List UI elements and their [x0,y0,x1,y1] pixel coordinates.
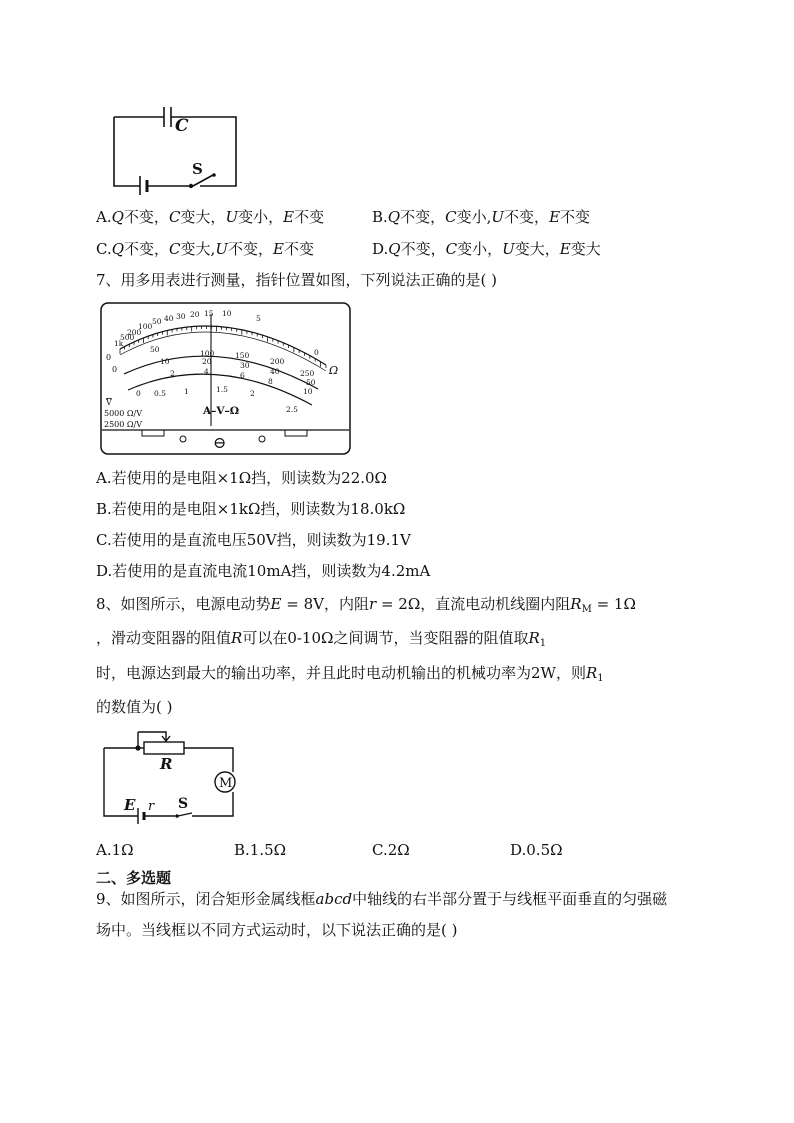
ohm-tick-label: 0 [314,348,319,357]
resistor-label: R [160,755,173,773]
section-title: 二、多选题 [96,869,172,887]
scale-10-label: 6 [240,371,245,380]
q7-option-d[interactable]: D.若使用的是直流电流10mA挡，则读数为4.2mA [96,562,431,580]
scale-250-label: 100 [200,349,215,358]
q6-option-d[interactable]: D.Q不变，C变小，U变大，E变大 [372,240,601,258]
q8-line-1: 8、如图所示，电源电动势E = 8V，内阻r = 2Ω，直流电动机线圈内阻$R_M = 1\Omega$ [96,595,636,615]
ohm-tick-label: 20 [190,310,200,319]
q8-option-d[interactable]: D.0.5Ω [510,841,563,859]
scale-2-5-label: 0 [136,389,141,398]
scale-250-label: 150 [235,351,250,360]
q8-option-b[interactable]: B.1.5Ω [234,841,287,859]
scale-2-5-label: 2 [250,389,255,398]
ohm-symbol: Ω [329,364,339,377]
ohm-tick-label: 500 [120,333,135,342]
q8-line-3: 时，电源达到最大的输出功率，并且此时电动机输出的机械功率为2W，则$R_1$ [96,664,604,684]
scale-10-label: 4 [204,367,209,376]
scale-50-label: 30 [240,361,250,370]
q7-option-a[interactable]: A.若使用的是电阻×1Ω挡，则读数为22.0Ω [96,469,387,487]
ohm-tick-label: 5 [256,314,261,323]
scale-250-label: 50 [150,345,160,354]
scale-10-label: 8 [268,377,273,386]
meter-label: A–V–Ω [203,405,240,417]
ohm-tick-label: 100 [138,322,153,331]
q9-line-1: 9、如图所示，闭合矩形金属线框abcd中轴线的右半部分置于与线框平面垂直的匀强磁 [96,890,668,908]
scale-2-5-label: 0.5 [154,389,166,398]
spec-5000: 5000 Ω/V [104,409,143,418]
scale-250-label: 250 [300,369,315,378]
q7-stem: 7、用多用表进行测量，指针位置如图，下列说法正确的是( ) [96,271,498,289]
q6-circuit-figure [100,100,250,195]
capacitor-label: C [175,116,189,136]
ohm-tick-label: 50 [152,317,162,326]
q7-option-b[interactable]: B.若使用的是电阻×1kΩ挡，则读数为18.0kΩ [96,500,406,518]
q6-option-c[interactable]: C.Q不变，C变大,U不变，E不变 [96,240,314,258]
multimeter-figure [100,302,352,456]
v-mark: V [106,398,112,407]
spec-2500: 2500 Ω/V [104,420,143,429]
zero-mark-1: 0 [106,353,112,362]
minus-terminal-icon: ⊖ [213,433,227,452]
scale-10-label: 2 [170,369,175,378]
ohm-tick-label: 200 [127,328,142,337]
scale-2-5-label: 2.5 [286,405,298,414]
q6-option-a[interactable]: A.Q不变，C变大，U变小，E不变 [96,208,325,226]
ohm-tick-label: 10 [222,309,232,318]
q9-line-2: 场中。当线框以不同方式运动时，以下说法正确的是( ) [96,921,458,939]
q8-line-4: 的数值为( ) [96,698,173,716]
q8-circuit-figure [100,730,240,826]
scale-10-label: 10 [303,387,313,396]
internal-r-label: r [148,799,155,814]
q7-option-c[interactable]: C.若使用的是直流电压50V挡，则读数为19.1V [96,531,411,549]
scale-2-5-label: 1.5 [216,385,228,394]
scale-50-label: 50 [306,378,316,387]
scale-50-label: 40 [270,367,280,376]
switch-label-q8: S [178,796,189,812]
zero-mark-2: 0 [112,365,118,374]
q8-option-c[interactable]: C.2Ω [372,841,410,859]
ohm-tick-label: 15 [204,309,214,318]
emf-label: E [124,796,136,814]
ohm-tick-label: 30 [176,312,186,321]
q6-option-b[interactable]: B.Q不变，C变小,U不变，E不变 [372,208,591,226]
motor-label: M [219,776,233,791]
scale-250-label: 200 [270,357,285,366]
scale-50-label: 20 [202,357,212,366]
q8-line-2: ，滑动变阻器的阻值R可以在0-10Ω之间调节，当变阻器的阻值取$R_1$ [96,629,547,649]
q8-option-a[interactable]: A.1Ω [96,841,134,859]
scale-2-5-label: 1 [184,387,189,396]
scale-50-label: 10 [160,357,170,366]
ohm-tick-label: 1k [114,339,124,348]
ohm-tick-label: 40 [164,314,174,323]
switch-label: S [192,160,203,178]
